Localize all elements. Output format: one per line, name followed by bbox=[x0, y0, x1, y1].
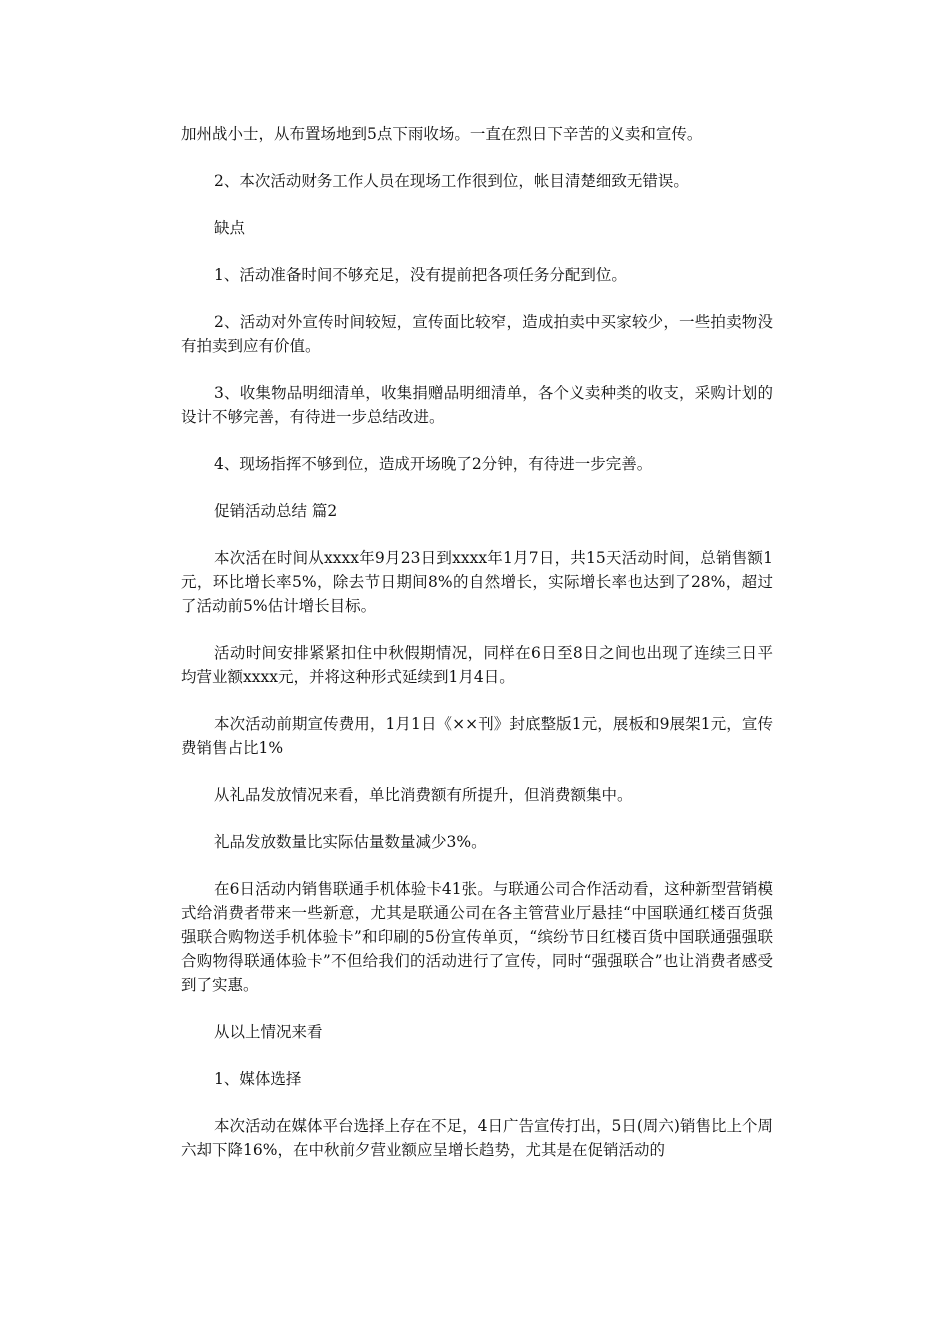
paragraph-unicom-cooperation: 在6日活动内销售联通手机体验卡41张。与联通公司合作活动看，这种新型营销模式给消费者带来一些新意，尤其是联通公司在各主管营业厅悬挂“中国联通红楼百货强强联合购物送手机体验卡”和印刷的5份宣传单页，“缤纷节日红楼百货中国联通强强联合购物得联通体验卡”不但给我们的活动进行了宣传，同时“强强联合”也让消费者感受到了实惠。 bbox=[181, 880, 773, 994]
paragraph-gift-distribution: 从礼品发放情况来看，单比消费额有所提升，但消费额集中。 bbox=[214, 786, 633, 804]
heading-shortcomings: 缺点 bbox=[214, 219, 246, 237]
paragraph-shortcoming-1: 1、活动准备时间不够充足，没有提前把各项任务分配到位。 bbox=[214, 266, 627, 284]
paragraph-gift-quantity: 礼品发放数量比实际估量数量减少3%。 bbox=[214, 833, 487, 851]
section-heading-part-2: 促销活动总结 篇2 bbox=[214, 502, 338, 520]
heading-media-selection: 1、媒体选择 bbox=[214, 1070, 302, 1088]
paragraph-publicity-cost: 本次活动前期宣传费用，1月1日《××刊》封底整版1元，展板和9展架1元，宣传费销售占比1% bbox=[181, 715, 773, 757]
paragraph-shortcoming-4: 4、现场指挥不够到位，造成开场晚了2分钟，有待进一步完善。 bbox=[214, 455, 653, 473]
paragraph-media-selection: 本次活动在媒体平台选择上存在不足，4日广告宣传打出，5日(周六)销售比上个周六却下降16%，在中秋前夕营业额应呈增长趋势，尤其是在促销活动的 bbox=[181, 1117, 773, 1159]
paragraph-strength-2: 2、本次活动财务工作人员在现场工作很到位，帐目清楚细致无错误。 bbox=[214, 172, 689, 190]
paragraph-shortcoming-2: 2、活动对外宣传时间较短，宣传面比较窄，造成拍卖中买家较少，一些拍卖物没有拍卖到应有价值。 bbox=[181, 313, 773, 355]
paragraph-conclusion-intro: 从以上情况来看 bbox=[214, 1023, 323, 1041]
document-page bbox=[181, 122, 773, 1185]
paragraph-sales-summary: 本次活在时间从xxxx年9月23日到xxxx年1月7日，共15天活动时间，总销售额1元，环比增长率5%，除去节日期间8%的自然增长，实际增长率也达到了28%，超过了活动前5%估计增长目标。 bbox=[181, 549, 773, 615]
paragraph-shortcoming-3: 3、收集物品明细清单，收集捐赠品明细清单，各个义卖种类的收支，采购计划的设计不够完善，有待进一步总结改进。 bbox=[181, 384, 773, 426]
paragraph-continuation: 加州战小士，从布置场地到5点下雨收场。一直在烈日下辛苦的义卖和宣传。 bbox=[181, 125, 703, 143]
paragraph-schedule: 活动时间安排紧紧扣住中秋假期情况，同样在6日至8日之间也出现了连续三日平均营业额xxxx元，并将这种形式延续到1月4日。 bbox=[181, 644, 773, 686]
